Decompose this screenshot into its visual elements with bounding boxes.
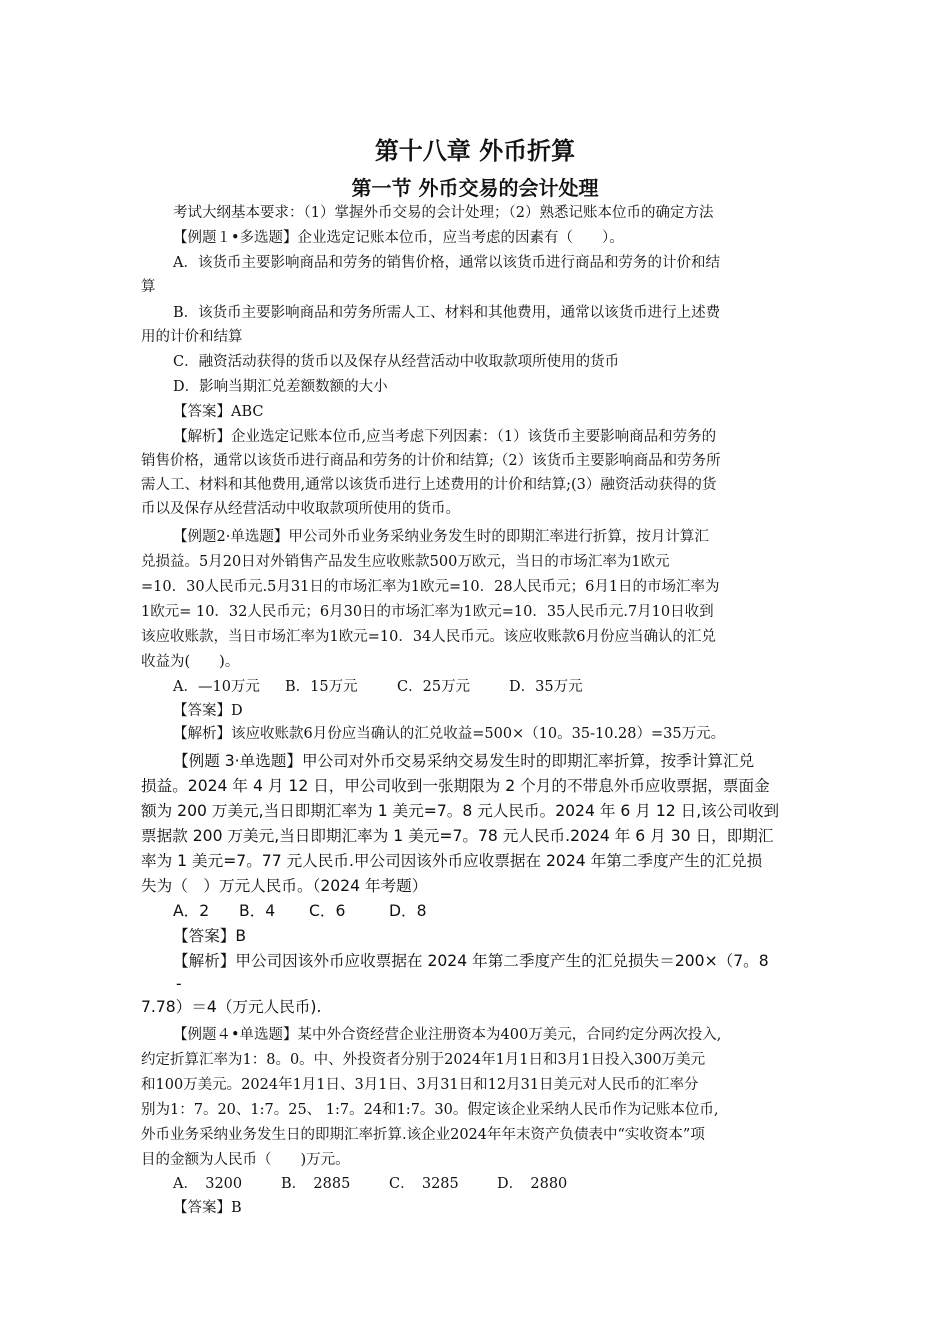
q4-question-line: 约定折算汇率为1：8。0。中、外投资者分别于2024年1月1日和3月1日投入300万美元 xyxy=(141,1052,706,1068)
q1-option-a-cont: 算 xyxy=(141,279,156,295)
q4-answer: 【答案】B xyxy=(173,1200,242,1216)
q4-question-line: 别为1：7。20、1:7。25、 1:7。24和1:7。30。假定该企业采纳人民币作为记账本位币, xyxy=(141,1102,719,1118)
q3-question-line: 损益。2024 年 4 月 12 日，甲公司收到一张期限为 2 个月的不带息外币应收票据，票面金 xyxy=(141,777,770,795)
q1-option-b: B．该货币主要影响商品和劳务所需人工、材料和其他费用，通常以该货币进行上述费 xyxy=(173,305,721,321)
q3-question-line: 率为 1 美元=7。77 元人民币.甲公司因该外币应收票据在 2024 年第二季度产生的汇兑损 xyxy=(141,852,763,870)
q3-option-c: C．6 xyxy=(309,902,346,920)
q2-question-line: 兑损益。5月20日对外销售产品发生应收账款500万欧元，当日的市场汇率为1欧元 xyxy=(141,554,670,570)
section-title: 第一节 外币交易的会计处理 xyxy=(351,176,599,200)
q2-option-c: C．25万元 xyxy=(397,679,471,695)
q2-question-line: 收益为( )。 xyxy=(141,654,240,670)
q2-option-d: D．35万元 xyxy=(509,679,583,695)
q3-analysis-line: - xyxy=(176,975,182,993)
q3-analysis-line: 7.78）＝4（万元人民币). xyxy=(141,998,322,1016)
chapter-title: 第十八章 外币折算 xyxy=(374,137,576,165)
q3-option-b: B．4 xyxy=(239,902,276,920)
q1-answer: 【答案】ABC xyxy=(173,404,264,420)
q2-analysis: 【解析】该应收账款6月份应当确认的汇兑收益=500×（10。35-10.28）=35万元。 xyxy=(173,726,726,742)
q1-analysis-line: 需人工、材料和其他费用,通常以该货币进行上述费用的计价和结算;(3）融资活动获得的货 xyxy=(141,477,717,493)
q1-option-c: C．融资活动获得的货币以及保存从经营活动中收取款项所使用的货币 xyxy=(173,354,620,370)
q3-option-a: A．2 xyxy=(173,902,210,920)
q4-option-c: C． 3285 xyxy=(389,1176,459,1192)
q4-question: 【例题４•单选题】某中外合资经营企业注册资本为400万美元，合同约定分两次投入, xyxy=(173,1027,722,1043)
q4-question-line: 外币业务采纳业务发生日的即期汇率折算.该企业2024年年末资产负债表中“实收资本”项 xyxy=(141,1127,705,1143)
q1-question: 【例题１•多选题】企业选定记账本位币，应当考虑的因素有（ ）。 xyxy=(173,230,624,246)
q3-question-line: 失为（ ）万元人民币。（2024 年考题） xyxy=(141,877,428,895)
q4-question-line: 目的金额为人民币（ )万元。 xyxy=(141,1152,350,1168)
q1-option-b-cont: 用的计价和结算 xyxy=(141,329,243,345)
q4-option-b: B． 2885 xyxy=(281,1176,351,1192)
q3-answer: 【答案】B xyxy=(173,927,247,945)
q1-option-a: A．该货币主要影响商品和劳务的销售价格，通常以该货币进行商品和劳务的计价和结 xyxy=(173,255,720,271)
q3-question-line: 额为 200 万美元,当日即期汇率为 1 美元=7。8 元人民币。2024 年 6 月 12 日,该公司收到 xyxy=(141,802,780,820)
q1-option-d: D．影响当期汇兑差额数额的大小 xyxy=(173,379,388,395)
q1-analysis-line: 币以及保存从经营活动中收取款项所使用的货币。 xyxy=(141,501,460,517)
q3-option-d: D．8 xyxy=(389,902,427,920)
q2-option-a: A．—10万元 xyxy=(173,679,260,695)
q3-question-line: 票据款 200 万美元,当日即期汇率为 1 美元=7。78 元人民币.2024 年 6 月 30 日，即期汇 xyxy=(141,827,774,845)
q3-analysis: 【解析】甲公司因该外币应收票据在 2024 年第二季度产生的汇兑损失＝200×（7。8 xyxy=(173,952,769,970)
q4-option-a: A． 3200 xyxy=(173,1176,243,1192)
q4-question-line: 和100万美元。2024年1月1日、3月1日、3月31日和12月31日美元对人民币的汇率分 xyxy=(141,1077,699,1093)
q3-options xyxy=(173,900,427,922)
q2-question-line: 1欧元= 10．32人民币元；6月30日的市场汇率为1欧元=10．35人民币元.7月10日收到 xyxy=(141,604,714,620)
q2-question: 【例题2·单选题】甲公司外币业务采纳业务发生时的即期汇率进行折算，按月计算汇 xyxy=(173,529,709,545)
q4-option-d: D． 2880 xyxy=(497,1176,568,1192)
q2-question-line: 该应收账款，当日市场汇率为1欧元=10．34人民币元。该应收账款6月份应当确认的汇兑 xyxy=(141,629,716,645)
q2-question-line: =10．30人民币元.5月31日的市场汇率为1欧元=10．28人民币元；6月1日的市场汇率为 xyxy=(141,579,720,595)
q1-analysis-line: 销售价格，通常以该货币进行商品和劳务的计价和结算;（2）该货币主要影响商品和劳务所 xyxy=(141,453,721,469)
q3-question: 【例题 3·单选题】甲公司对外币交易采纳交易发生时的即期汇率折算，按季计算汇兑 xyxy=(173,752,755,770)
q1-analysis: 【解析】企业选定记账本位币,应当考虑下列因素：（1）该货币主要影响商品和劳务的 xyxy=(173,429,717,445)
q4-options xyxy=(173,1174,567,1194)
q2-option-b: B．15万元 xyxy=(285,679,358,695)
q2-answer: 【答案】D xyxy=(173,703,243,719)
q2-options xyxy=(173,677,583,697)
exam-requirements: 考试大纲基本要求：（1）掌握外币交易的会计处理；（2）熟悉记账本位币的确定方法 xyxy=(173,205,714,221)
